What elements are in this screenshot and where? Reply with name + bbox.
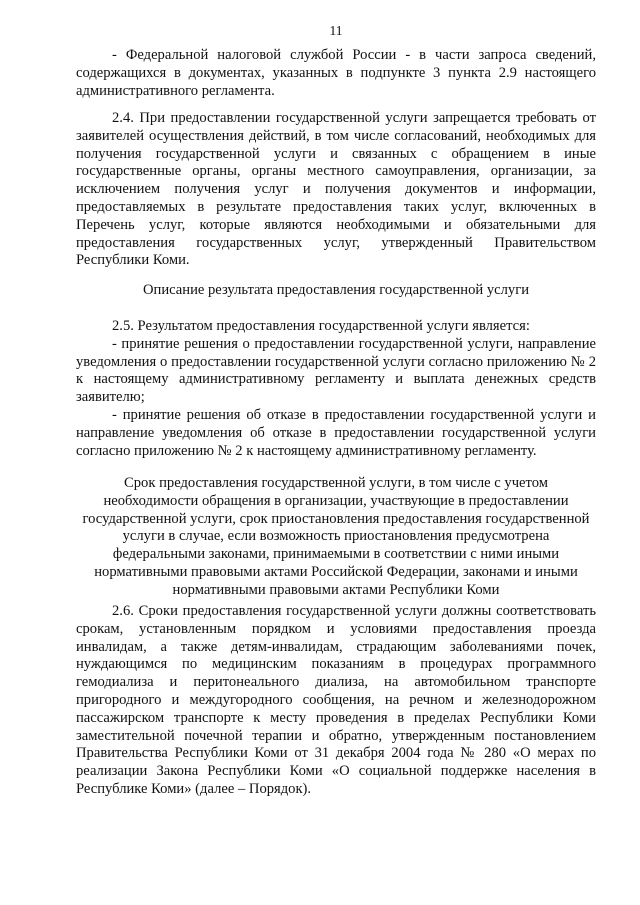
paragraph-fns: - Федеральной налоговой службой России - в части запроса сведений, содержащихся в документах, указанных в подпункте 3 пункта 2.9 настоящего административного регламента. <box>76 47 596 99</box>
paragraph-2-5-item-grant: - принятие решения о предоставлении государственной услуги, направление уведомления о предоставлении государственной услуги согласно приложению № 2 к настоящему административному регламенту и выплата денежных средств заявителю; <box>76 335 596 406</box>
paragraph-2-5-intro: 2.5. Результатом предоставления государственной услуги является: <box>112 318 530 334</box>
paragraph-2-5-item-refusal: - принятие решения об отказе в предоставлении государственной услуги и направление уведомления об отказе в предоставлении государственной услуги согласно приложению № 2 к настоящему административному регламенту. <box>76 406 596 459</box>
paragraph-2-4: 2.4. При предоставлении государственной услуги запрещается требовать от заявителей осуществления действий, в том числе согласований, необходимых для получения государственной услуги и связанных с обращением в иные государственные органы, органы местного самоуправления, организации, за исключением получения услуг и получения документов и информации, предоставляемых в результате предоставления таких услуг, включенных в Перечень услуг, которые являются необходимыми и обязательными для предоставления государственных услуг, утвержденный Правительством Республики Коми. <box>76 110 596 269</box>
page-number: 11 <box>329 23 343 38</box>
paragraph-2-5 <box>76 318 596 460</box>
section-heading-term: Срок предоставления государственной услуги, в том числе с учетом необходимости обращения в организации, участвующие в предоставлении государственной услуги, срок приостановления предоставления государственной услуги в случае, если возможность приостановления предусмотрена федеральными законами, принимаемыми в соответствии с ними иными нормативными правовыми актами Российской Федерации, законами и иными нормативными правовыми актами Республики Коми <box>82 475 590 598</box>
paragraph-2-6: 2.6. Сроки предоставления государственной услуги должны соответствовать срокам, установленным порядком и условиями предоставления проезда инвалидам, а также детям-инвалидам, страдающим заболеваниями почек, нуждающимся по медицинским показаниям в процедурах программного гемодиализа и перитонеального диализа, на автомобильном транспорте пригородного и междугородного сообщения, на речном и железнодорожном пассажирском транспорте к месту проведения в пределах Республики Коми заместительной почечной терапии и обратно, утвержденным постановлением Правительства Республики Коми от 31 декабря 2004 года № 280 «О мерах по реализации Закона Республики Коми «О социальной поддержке населения в Республике Коми» (далее – Порядок). <box>76 603 596 797</box>
section-heading-result: Описание результата предоставления государственной услуги <box>142 282 530 298</box>
